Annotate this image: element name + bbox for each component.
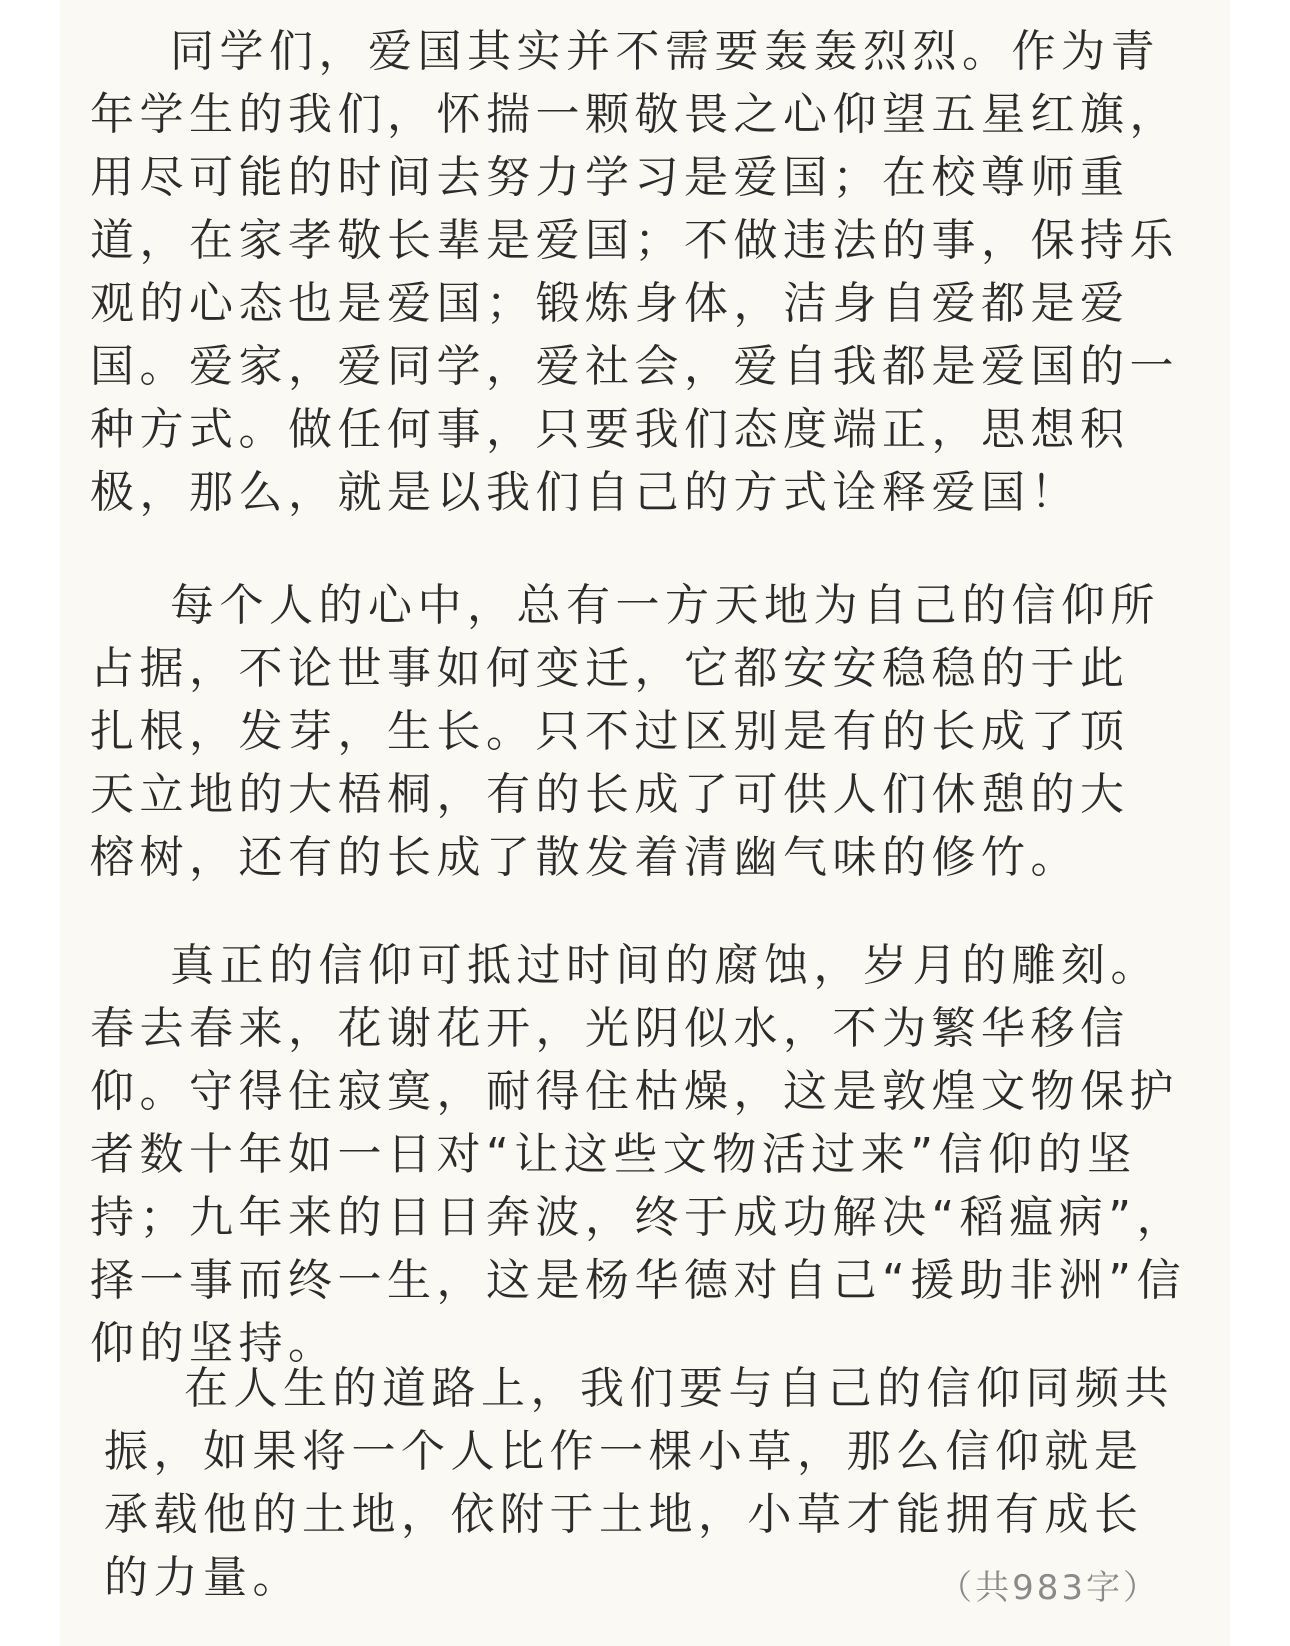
paragraph-life-road: 在人生的道路上，我们要与自己的信仰同频共振，如果将一个人比作一棵小草，那么信仰就是承载他的土地，依附于土地，小草才能拥有成长的力量。: [104, 1363, 1174, 1603]
paragraph-true-belief: 真正的信仰可抵过时间的腐蚀，岁月的雕刻。春去春来，花谢花开，光阴似水，不为繁华移信仰。守得住寂寞，耐得住枯燥，这是敦煌文物保护者数十年如一日对“让这些文物活过来”信仰的坚持；九年来的日日奔波，终于成功解决“稻瘟病”，择一事而终一生，这是杨华德对自己“援助非洲”信仰的坚持。: [90, 940, 1187, 1369]
paragraph-belief-land: 每个人的心中，总有一方天地为自己的信仰所占据，不论世事如何变迁，它都安安稳稳的于此扎根，发芽，生长。只不过区别是有的长成了顶天立地的大梧桐，有的长成了可供人们休憩的大榕树，还有的长成了散发着清幽气味的修竹。: [90, 580, 1160, 883]
word-count: （共983字）: [938, 1568, 1160, 1608]
paragraph-patriotism: 同学们，爱国其实并不需要轰轰烈烈。作为青年学生的我们，怀揣一颗敬畏之心仰望五星红旗，用尽可能的时间去努力学习是爱国；在校尊师重道，在家孝敬长辈是爱国；不做违法的事，保持乐观的心态也是爱国；锻炼身体，洁身自爱都是爱国。爱家，爱同学，爱社会，爱自我都是爱国的一种方式。做任何事，只要我们态度端正，思想积极，那么，就是以我们自己的方式诠释爱国！: [90, 26, 1179, 518]
